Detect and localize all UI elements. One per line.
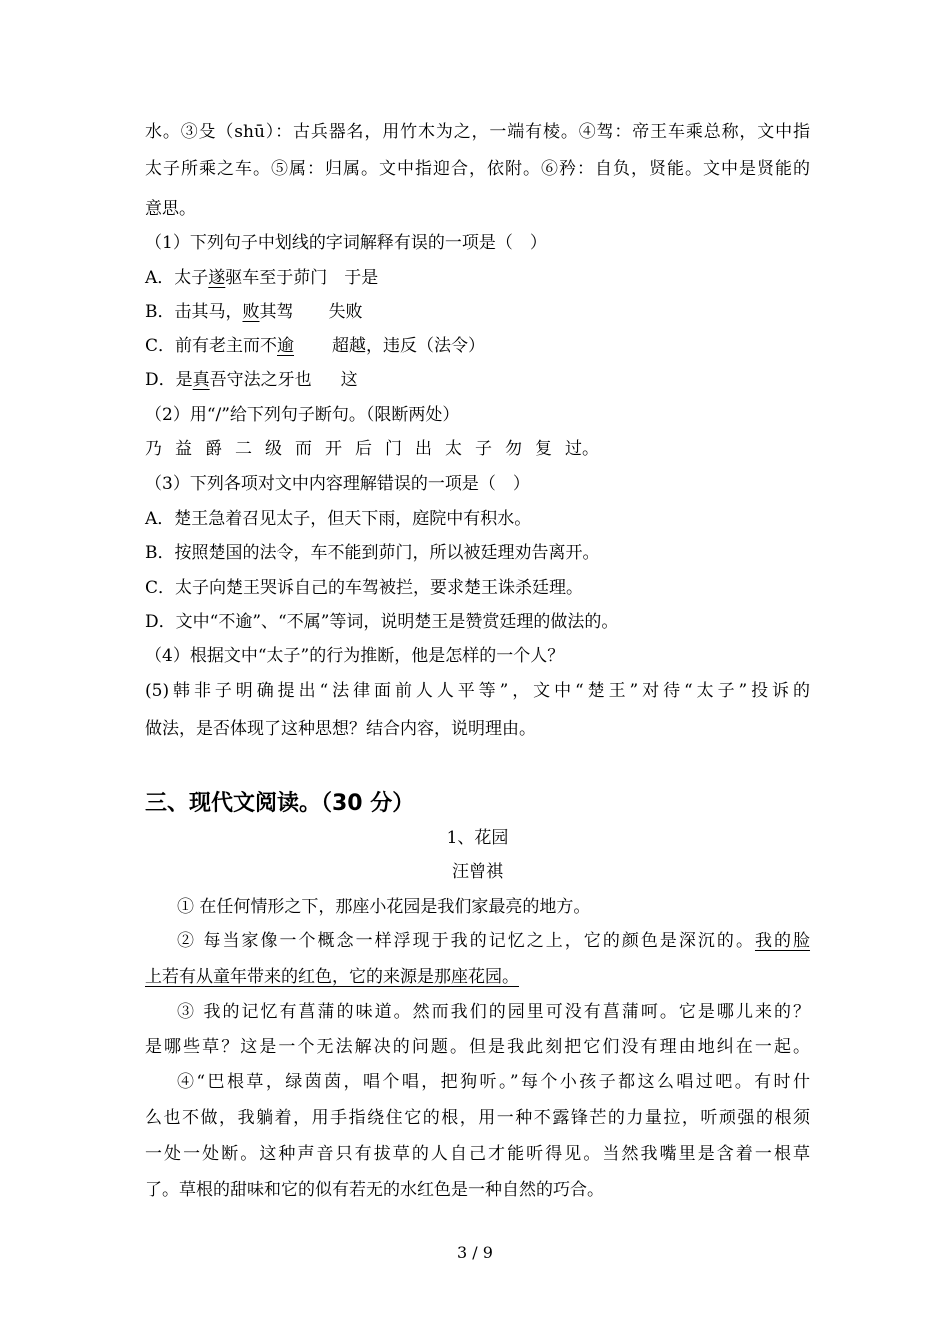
- option-text: C．前有老主而不: [145, 336, 278, 356]
- question-5-line-2: 做法，是否体现了这种思想？结合内容，说明理由。: [145, 719, 536, 739]
- q1-option-b: [145, 300, 363, 324]
- q1-option-d: [145, 368, 358, 392]
- underlined-word: 逾: [277, 336, 295, 356]
- sentence-char: 子: [475, 439, 492, 459]
- option-gloss: 超越，违反（法令）: [332, 336, 486, 356]
- option-text: B．击其马，: [145, 302, 243, 322]
- question-1: （1）下列句子中划线的字词解释有误的一项是（ ）: [145, 233, 547, 253]
- sentence-char: 复: [535, 439, 552, 459]
- sentence-char: 而: [295, 439, 312, 459]
- sentence-char: 太: [445, 439, 462, 459]
- sentence-char: 爵: [205, 439, 222, 459]
- article-paragraph-4-line-2: 么也不做，我躺着，用手指绕住它的根，用一种不露锋芒的力量拉，听顽强的根须: [145, 1108, 810, 1128]
- underlined-word: 真: [192, 370, 210, 390]
- article-paragraph-1: ① 在任何情形之下，那座小花园是我们家最亮的地方。: [177, 897, 591, 917]
- sentence-char: 后: [355, 439, 372, 459]
- sentence-char: 二: [235, 439, 252, 459]
- q3-option-b: B．按照楚国的法令，车不能到茆门，所以被廷理劝告离开。: [145, 543, 600, 563]
- note-line-2: 太子所乘之车。⑤属：归属。文中指迎合，依附。⑥矜：自负，贤能。文中是贤能的: [145, 159, 810, 179]
- article-paragraph-3-line-2: 是哪些草？这是一个无法解决的问题。但是我此刻把它们没有理由地纠在一起。: [145, 1037, 810, 1057]
- option-gloss: 于是: [344, 268, 379, 288]
- sentence-char: 级: [265, 439, 282, 459]
- option-text: A．太子: [145, 268, 209, 288]
- underlined-sentence: 我的脸: [754, 931, 811, 951]
- q3-option-c: C．太子向楚王哭诉自己的车驾被拦，要求楚王诛杀廷理。: [145, 578, 584, 598]
- option-text: 吾守法之牙也: [209, 370, 312, 390]
- article-paragraph-2-line-1: [145, 929, 810, 953]
- sentence-char: 过。: [565, 439, 599, 459]
- q3-option-d: D．文中“不逾”、“不属”等词，说明楚王是赞赏廷理的做法的。: [145, 612, 619, 632]
- option-text: 驱车至于茆门: [225, 268, 328, 288]
- option-gloss: 这: [340, 370, 358, 390]
- option-gloss: 失败: [328, 302, 363, 322]
- note-line-1: 水。③殳（shū）：古兵器名，用竹木为之，一端有棱。④驾：帝王车乘总称，文中指: [145, 122, 810, 142]
- article-paragraph-4-line-3: 一处一处断。这种声音只有拔草的人自己才能听得见。当然我嘴里是含着一根草: [145, 1144, 810, 1164]
- section-heading: 三、现代文阅读。（30 分）: [145, 791, 415, 816]
- q1-option-c: [145, 334, 485, 358]
- sentence-char: 乃: [145, 439, 162, 459]
- note-line-3: 意思。: [145, 199, 196, 219]
- sentence-char: 开: [325, 439, 342, 459]
- sentence-char: 勿: [505, 439, 522, 459]
- sentence-char: 益: [175, 439, 192, 459]
- question-5-line-1: (5)韩非子明确提出“法律面前人人平等”，文中“楚王”对待“太子”投诉的: [145, 681, 810, 701]
- article-paragraph-3-line-1: ③ 我的记忆有菖蒲的味道。然而我们的园里可没有菖蒲呵。它是哪儿来的？: [177, 1002, 810, 1022]
- article-paragraph-2-line-2: [145, 965, 519, 989]
- question-2: （2）用“/”给下列句子断句。（限断两处）: [145, 405, 460, 425]
- q1-option-a: [145, 266, 378, 290]
- underlined-word: 败: [242, 302, 260, 322]
- article-paragraph-4-line-4: 了。草根的甜味和它的似有若无的水红色是一种自然的巧合。: [145, 1180, 604, 1200]
- question-4: （4）根据文中“太子”的行为推断，他是怎样的一个人？: [145, 646, 565, 666]
- option-text: D．是: [145, 370, 193, 390]
- sentence-char: 出: [415, 439, 432, 459]
- q2-sentence: [145, 437, 612, 461]
- article-paragraph-4-line-1: ④“巴根草，绿茵茵，唱个唱，把狗听。”每个小孩子都这么唱过吧。有时什: [177, 1072, 810, 1092]
- question-3: （3）下列各项对文中内容理解错误的一项是（ ）: [145, 474, 530, 494]
- article-title: 1、花园: [446, 828, 509, 848]
- option-text: 其驾: [259, 302, 294, 322]
- underlined-sentence: 上若有从童年带来的红色，它的来源是那座花园。: [145, 967, 519, 987]
- article-author: 汪曾祺: [452, 862, 503, 882]
- paragraph-text: ② 每当家像一个概念一样浮现于我的记忆之上，它的颜色是深沉的。: [177, 931, 755, 951]
- sentence-char: 门: [385, 439, 402, 459]
- page-number: 3 / 9: [457, 1243, 493, 1262]
- underlined-word: 遂: [208, 268, 226, 288]
- q3-option-a: A．楚王急着召见太子，但天下雨，庭院中有积水。: [145, 509, 532, 529]
